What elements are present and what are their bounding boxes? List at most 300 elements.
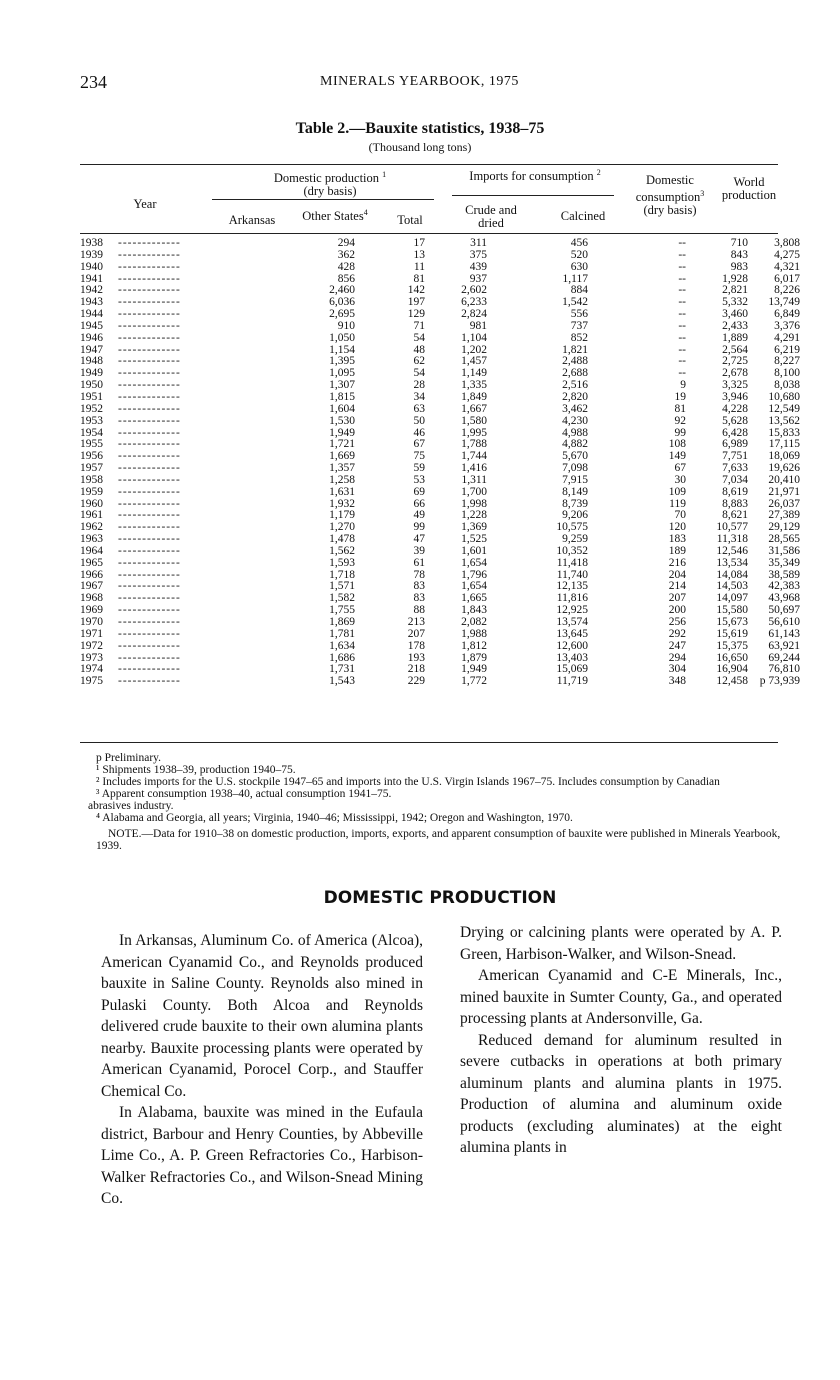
- arkansas-cell: 1,932: [329, 497, 355, 510]
- calcined-cell: --: [678, 343, 686, 356]
- table-row: [80, 428, 800, 440]
- crude-cell: 4,988: [562, 426, 588, 439]
- calcined-cell: 183: [668, 533, 686, 546]
- calcined-cell: 67: [674, 462, 686, 475]
- arkansas-cell: 1,718: [329, 568, 355, 581]
- total-cell: 1,744: [461, 450, 487, 463]
- leader-dots: -------------: [118, 355, 181, 368]
- other-states-cell: 66: [413, 497, 425, 510]
- crude-cell: 456: [570, 237, 588, 249]
- leader-dots: -------------: [118, 402, 181, 415]
- calcined-cell: 9: [680, 379, 686, 392]
- calcined-cell: 70: [674, 509, 686, 522]
- consumption-cell: 4,228: [722, 402, 748, 415]
- year-cell: 1960: [80, 497, 103, 510]
- other-states-cell: 178: [407, 639, 425, 652]
- arkansas-cell: 1,395: [329, 355, 355, 368]
- year-cell: 1952: [80, 402, 103, 415]
- world-cell: 18,069: [768, 450, 800, 463]
- crude-cell: 630: [570, 260, 588, 273]
- arkansas-cell: 1,604: [329, 402, 355, 415]
- leader-dots: -------------: [118, 604, 181, 617]
- header-world: World production: [721, 175, 777, 202]
- year-cell: 1938: [80, 237, 103, 249]
- leader-dots: -------------: [118, 308, 181, 321]
- total-cell: 1,149: [461, 367, 487, 380]
- leader-dots: -------------: [118, 675, 181, 688]
- table-row: [80, 487, 800, 499]
- consumption-cell: 3,325: [722, 379, 748, 392]
- other-states-cell: 193: [407, 651, 425, 664]
- world-cell: 35,349: [768, 556, 800, 569]
- arkansas-cell: 2,695: [329, 308, 355, 321]
- leader-dots: -------------: [118, 616, 181, 628]
- other-states-cell: 49: [413, 509, 425, 522]
- table-note: NOTE.—Data for 1910–38 on domestic production, imports, exports, and apparent consumption of bauxite were published in Minerals Yearbook, 1939.: [96, 828, 781, 852]
- arkansas-cell: 1,593: [329, 556, 355, 569]
- other-states-cell: 34: [413, 390, 425, 403]
- world-cell: 69,244: [768, 651, 800, 664]
- total-cell: 1,812: [461, 639, 487, 652]
- consumption-label: Domestic consumption: [635, 173, 701, 205]
- table-row: [80, 463, 800, 475]
- table-row: [80, 605, 800, 617]
- consumption-cell: 14,084: [716, 568, 748, 581]
- consumption-cell: 6,989: [722, 438, 748, 451]
- footnote: abrasives industry.: [88, 800, 174, 812]
- leader-dots: -------------: [118, 260, 181, 273]
- footnote-ref: 2: [596, 168, 601, 177]
- crude-cell: 11,740: [556, 568, 588, 581]
- consumption-cell: 15,673: [716, 616, 748, 628]
- crude-cell: 520: [570, 248, 588, 261]
- crude-cell: 884: [570, 284, 588, 297]
- consumption-cell: 3,946: [722, 390, 748, 403]
- world-cell: 4,291: [774, 331, 800, 344]
- arkansas-cell: 1,258: [329, 473, 355, 486]
- leader-dots: -------------: [118, 390, 181, 403]
- arkansas-cell: 294: [337, 237, 355, 249]
- other-states-cell: 75: [413, 450, 425, 463]
- leader-dots: -------------: [118, 592, 181, 605]
- calcined-cell: --: [678, 260, 686, 273]
- year-cell: 1975: [80, 675, 103, 688]
- table-row: [80, 653, 800, 665]
- leader-dots: -------------: [118, 485, 181, 498]
- crude-cell: 12,135: [556, 580, 588, 593]
- arkansas-cell: 1,562: [329, 544, 355, 557]
- world-cell: 19,626: [768, 462, 800, 475]
- consumption-sublabel: (dry basis): [643, 203, 697, 218]
- other-states-cell: 53: [413, 473, 425, 486]
- crude-cell: 11,816: [556, 592, 588, 605]
- crude-cell: 13,403: [556, 651, 588, 664]
- consumption-cell: 7,034: [722, 473, 748, 486]
- world-cell: 8,038: [774, 379, 800, 392]
- section-heading: DOMESTIC PRODUCTION: [323, 888, 557, 908]
- header-other-states: [300, 206, 370, 223]
- other-states-cell: 11: [413, 260, 425, 273]
- total-cell: 1,995: [461, 426, 487, 439]
- table-row: [80, 581, 800, 593]
- paragraph: In Arkansas, Aluminum Co. of America (Alcoa), American Cyanamid Co., and Reynolds produced bauxite in Saline County. Reynolds also mined in Pulaski County. Both Alcoa and Reynolds delivered crude bauxite to their own alumina plants nearby. Bauxite processing plants were operated by American Cyanamid, Porocel Corp., and Stauffer Chemical Co.: [101, 932, 423, 1100]
- calcined-cell: 200: [668, 604, 686, 617]
- arkansas-cell: 1,781: [329, 627, 355, 640]
- leader-dots: -------------: [118, 319, 181, 332]
- other-states-cell: 39: [413, 544, 425, 557]
- calcined-cell: 348: [668, 675, 686, 688]
- leader-dots: -------------: [118, 509, 181, 522]
- total-cell: 1,202: [461, 343, 487, 356]
- leader-dots: -------------: [118, 237, 181, 249]
- header-year: Year: [133, 197, 157, 211]
- table-row: [80, 274, 800, 286]
- year-cell: 1969: [80, 604, 103, 617]
- table-top-rule: [80, 164, 778, 165]
- leader-dots: -------------: [118, 296, 181, 309]
- other-states-cell: 47: [413, 533, 425, 546]
- leader-dots: -------------: [118, 367, 181, 380]
- leader-dots: -------------: [118, 663, 181, 676]
- consumption-cell: 10,577: [716, 521, 748, 534]
- crude-cell: 5,670: [562, 450, 588, 463]
- calcined-cell: 216: [668, 556, 686, 569]
- leader-dots: -------------: [118, 568, 181, 581]
- calcined-cell: 108: [668, 438, 686, 451]
- world-cell: 26,037: [768, 497, 800, 510]
- crude-cell: 4,882: [562, 438, 588, 451]
- other-states-cell: 71: [413, 319, 425, 332]
- world-cell: 6,849: [774, 308, 800, 321]
- crude-cell: 1,542: [562, 296, 588, 309]
- calcined-cell: 256: [668, 616, 686, 628]
- leader-dots: -------------: [118, 272, 181, 285]
- year-cell: 1948: [80, 355, 103, 368]
- total-cell: 1,843: [461, 604, 487, 617]
- consumption-cell: 15,580: [716, 604, 748, 617]
- consumption-cell: 5,332: [722, 296, 748, 309]
- total-cell: 1,949: [461, 663, 487, 676]
- calcined-cell: --: [678, 296, 686, 309]
- footnote: ¹ Shipments 1938–39, production 1940–75.: [96, 764, 296, 776]
- total-cell: 1,601: [461, 544, 487, 557]
- total-cell: 1,849: [461, 390, 487, 403]
- other-states-cell: 99: [413, 521, 425, 534]
- consumption-cell: 7,751: [722, 450, 748, 463]
- arkansas-cell: 362: [337, 248, 355, 261]
- total-cell: 1,879: [461, 651, 487, 664]
- table-row: [80, 368, 800, 380]
- table-row: [80, 380, 800, 392]
- leader-dots: -------------: [118, 450, 181, 463]
- other-states-cell: 83: [413, 580, 425, 593]
- arkansas-cell: 1,179: [329, 509, 355, 522]
- crude-cell: 11,418: [556, 556, 588, 569]
- year-cell: 1958: [80, 473, 103, 486]
- table-row: [80, 546, 800, 558]
- arkansas-cell: 1,949: [329, 426, 355, 439]
- other-states-cell: 229: [407, 675, 425, 688]
- footnotes: [88, 752, 796, 852]
- calcined-cell: 19: [674, 390, 686, 403]
- world-cell: 8,227: [774, 355, 800, 368]
- year-cell: 1966: [80, 568, 103, 581]
- crude-cell: 15,069: [556, 663, 588, 676]
- other-states-cell: 54: [413, 331, 425, 344]
- crude-cell: 556: [570, 308, 588, 321]
- table-bottom-rule: [80, 742, 778, 743]
- year-cell: 1946: [80, 331, 103, 344]
- world-cell: 20,410: [768, 473, 800, 486]
- table-row: [80, 356, 800, 368]
- header-imports-group: [460, 166, 610, 183]
- leader-dots: -------------: [118, 343, 181, 356]
- arkansas-cell: 1,095: [329, 367, 355, 380]
- consumption-cell: 15,375: [716, 639, 748, 652]
- world-cell: 13,749: [768, 296, 800, 309]
- table-row: [80, 593, 800, 605]
- total-cell: 1,580: [461, 414, 487, 427]
- table-row: [80, 475, 800, 487]
- consumption-cell: 7,633: [722, 462, 748, 475]
- year-cell: 1963: [80, 533, 103, 546]
- world-cell: 3,808: [774, 237, 800, 249]
- paragraph: In Alabama, bauxite was mined in the Eufaula district, Barbour and Henry Counties, by Abbeville Lime Co., A. P. Green Refractories Co., Harbison-Walker Refractories Co., and Wilson-Snead Mining Co.: [101, 1104, 423, 1207]
- leader-dots: -------------: [118, 379, 181, 392]
- footnote: p Preliminary.: [96, 752, 162, 764]
- leader-dots: -------------: [118, 438, 181, 451]
- calcined-cell: 189: [668, 544, 686, 557]
- table-row: [80, 617, 800, 629]
- leader-dots: -------------: [118, 580, 181, 593]
- crude-cell: 12,925: [556, 604, 588, 617]
- table-row: [80, 499, 800, 511]
- table-row: [80, 510, 800, 522]
- header-domestic-group: [220, 168, 440, 198]
- arkansas-cell: 1,307: [329, 379, 355, 392]
- world-cell: 28,565: [768, 533, 800, 546]
- world-cell: 13,562: [768, 414, 800, 427]
- leader-dots: -------------: [118, 497, 181, 510]
- total-cell: 1,988: [461, 627, 487, 640]
- total-cell: 2,082: [461, 616, 487, 628]
- table-subtitle: (Thousand long tons): [368, 140, 472, 154]
- year-cell: 1947: [80, 343, 103, 356]
- year-cell: 1957: [80, 462, 103, 475]
- arkansas-cell: 1,582: [329, 592, 355, 605]
- header-crude: Crude and dried: [465, 203, 517, 230]
- consumption-cell: 1,928: [722, 272, 748, 285]
- crude-cell: 4,230: [562, 414, 588, 427]
- other-states-cell: 88: [413, 604, 425, 617]
- consumption-cell: 843: [730, 248, 748, 261]
- crude-cell: 2,688: [562, 367, 588, 380]
- header-consumption: [620, 174, 720, 217]
- consumption-cell: 983: [730, 260, 748, 273]
- calcined-cell: 247: [668, 639, 686, 652]
- total-cell: 1,654: [461, 580, 487, 593]
- crude-cell: 3,462: [562, 402, 588, 415]
- total-cell: 981: [469, 319, 487, 332]
- arkansas-cell: 856: [337, 272, 355, 285]
- footnote-ref: 3: [700, 189, 705, 198]
- table-row: [80, 629, 800, 641]
- table-row: [80, 676, 800, 688]
- year-cell: 1944: [80, 308, 103, 321]
- world-cell: 29,129: [768, 521, 800, 534]
- consumption-cell: 12,458: [716, 675, 748, 688]
- crude-cell: 7,098: [562, 462, 588, 475]
- header-bottom-rule: [80, 233, 778, 234]
- world-cell: 50,697: [768, 604, 800, 617]
- world-cell: 6,017: [774, 272, 800, 285]
- table-title: Table 2.—Bauxite statistics, 1938–75: [295, 120, 545, 137]
- leader-dots: -------------: [118, 544, 181, 557]
- world-cell: 3,376: [774, 319, 800, 332]
- other-states-cell: 67: [413, 438, 425, 451]
- total-cell: 1,525: [461, 533, 487, 546]
- leader-dots: -------------: [118, 462, 181, 475]
- total-cell: 311: [470, 237, 487, 249]
- calcined-cell: 204: [668, 568, 686, 581]
- total-cell: 937: [469, 272, 487, 285]
- year-cell: 1951: [80, 390, 103, 403]
- calcined-cell: --: [678, 272, 686, 285]
- text-column-right: [460, 922, 782, 1159]
- calcined-cell: 294: [668, 651, 686, 664]
- leader-dots: -------------: [118, 414, 181, 427]
- calcined-cell: 149: [668, 450, 686, 463]
- table-row: [80, 641, 800, 653]
- crude-cell: 9,206: [562, 509, 588, 522]
- year-cell: 1953: [80, 414, 103, 427]
- leader-dots: -------------: [118, 248, 181, 261]
- calcined-cell: --: [678, 248, 686, 261]
- calcined-cell: 292: [668, 627, 686, 640]
- other-states-cell: 218: [407, 663, 425, 676]
- table-row: [80, 451, 800, 463]
- total-cell: 6,233: [461, 296, 487, 309]
- other-states-cell: 13: [413, 248, 425, 261]
- consumption-cell: 8,621: [722, 509, 748, 522]
- table-row: [80, 238, 800, 250]
- header-total: Total: [397, 213, 423, 227]
- arkansas-cell: 1,357: [329, 462, 355, 475]
- consumption-cell: 16,904: [716, 663, 748, 676]
- world-cell: p 73,939: [759, 675, 800, 688]
- other-states-cell: 54: [413, 367, 425, 380]
- imports-group-rule: [452, 195, 614, 196]
- table-row: [80, 534, 800, 546]
- consumption-cell: 3,460: [722, 308, 748, 321]
- crude-cell: 7,915: [562, 473, 588, 486]
- total-cell: 439: [469, 260, 487, 273]
- header-arkansas: Arkansas: [228, 213, 276, 227]
- running-head: MINERALS YEARBOOK, 1975: [320, 74, 519, 89]
- world-cell: 42,383: [768, 580, 800, 593]
- other-states-cell: 69: [413, 485, 425, 498]
- leader-dots: -------------: [118, 627, 181, 640]
- year-cell: 1962: [80, 521, 103, 534]
- footnote: ³ Apparent consumption 1938–40, actual consumption 1941–75.: [96, 788, 392, 800]
- calcined-cell: --: [678, 355, 686, 368]
- arkansas-cell: 1,631: [329, 485, 355, 498]
- other-states-cell: 46: [413, 426, 425, 439]
- footnote: ⁴ Alabama and Georgia, all years; Virginia, 1940–46; Mississippi, 1942; Oregon and Washington, 1970.: [96, 812, 573, 824]
- year-cell: 1955: [80, 438, 103, 451]
- calcined-cell: 119: [669, 497, 686, 510]
- other-states-cell: 28: [413, 379, 425, 392]
- year-cell: 1954: [80, 426, 103, 439]
- world-cell: 38,589: [768, 568, 800, 581]
- calcined-cell: 304: [668, 663, 686, 676]
- crude-cell: 13,645: [556, 627, 588, 640]
- year-cell: 1964: [80, 544, 103, 557]
- crude-cell: 9,259: [562, 533, 588, 546]
- consumption-cell: 2,564: [722, 343, 748, 356]
- other-states-cell: 142: [407, 284, 425, 297]
- total-cell: 2,824: [461, 308, 487, 321]
- world-cell: 10,680: [768, 390, 800, 403]
- leader-dots: -------------: [118, 556, 181, 569]
- table-row: [80, 345, 800, 357]
- world-cell: 4,275: [774, 248, 800, 261]
- other-states-cell: 61: [413, 556, 425, 569]
- arkansas-cell: 428: [337, 260, 355, 273]
- table-row: [80, 309, 800, 321]
- calcined-cell: 92: [674, 414, 686, 427]
- arkansas-cell: 1,869: [329, 616, 355, 628]
- other-states-cell: 197: [407, 296, 425, 309]
- crude-cell: 12,600: [556, 639, 588, 652]
- other-states-cell: 50: [413, 414, 425, 427]
- table-row: [80, 250, 800, 262]
- table-row: [80, 404, 800, 416]
- header-calcined: Calcined: [560, 209, 606, 223]
- page-number: 234: [80, 72, 107, 92]
- crude-cell: 10,575: [556, 521, 588, 534]
- year-cell: 1956: [80, 450, 103, 463]
- crude-cell: 8,739: [562, 497, 588, 510]
- total-cell: 1,335: [461, 379, 487, 392]
- table-row: [80, 570, 800, 582]
- year-cell: 1943: [80, 296, 103, 309]
- consumption-cell: 15,619: [716, 627, 748, 640]
- year-cell: 1945: [80, 319, 103, 332]
- world-cell: 6,219: [774, 343, 800, 356]
- crude-cell: 10,352: [556, 544, 588, 557]
- year-cell: 1941: [80, 272, 103, 285]
- paragraph: American Cyanamid and C-E Minerals, Inc., mined bauxite in Sumter County, Ga., and operated processing plants at Andersonville, Ga.: [460, 967, 782, 1027]
- year-cell: 1972: [80, 639, 103, 652]
- leader-dots: -------------: [118, 473, 181, 486]
- table-row: [80, 285, 800, 297]
- leader-dots: -------------: [118, 521, 181, 534]
- consumption-cell: 6,428: [722, 426, 748, 439]
- crude-cell: 737: [570, 319, 588, 332]
- leader-dots: -------------: [118, 533, 181, 546]
- crude-cell: 2,820: [562, 390, 588, 403]
- world-cell: 12,549: [768, 402, 800, 415]
- world-cell: 63,921: [768, 639, 800, 652]
- table-row: [80, 664, 800, 676]
- table-body: [80, 238, 800, 688]
- total-cell: 1,457: [461, 355, 487, 368]
- arkansas-cell: 1,731: [329, 663, 355, 676]
- world-cell: 8,100: [774, 367, 800, 380]
- other-states-cell: 129: [407, 308, 425, 321]
- footnote: ² Includes imports for the U.S. stockpile 1947–65 and imports into the U.S. Virgin Islands 1967–75. Includes consumption by Canadian: [96, 776, 720, 788]
